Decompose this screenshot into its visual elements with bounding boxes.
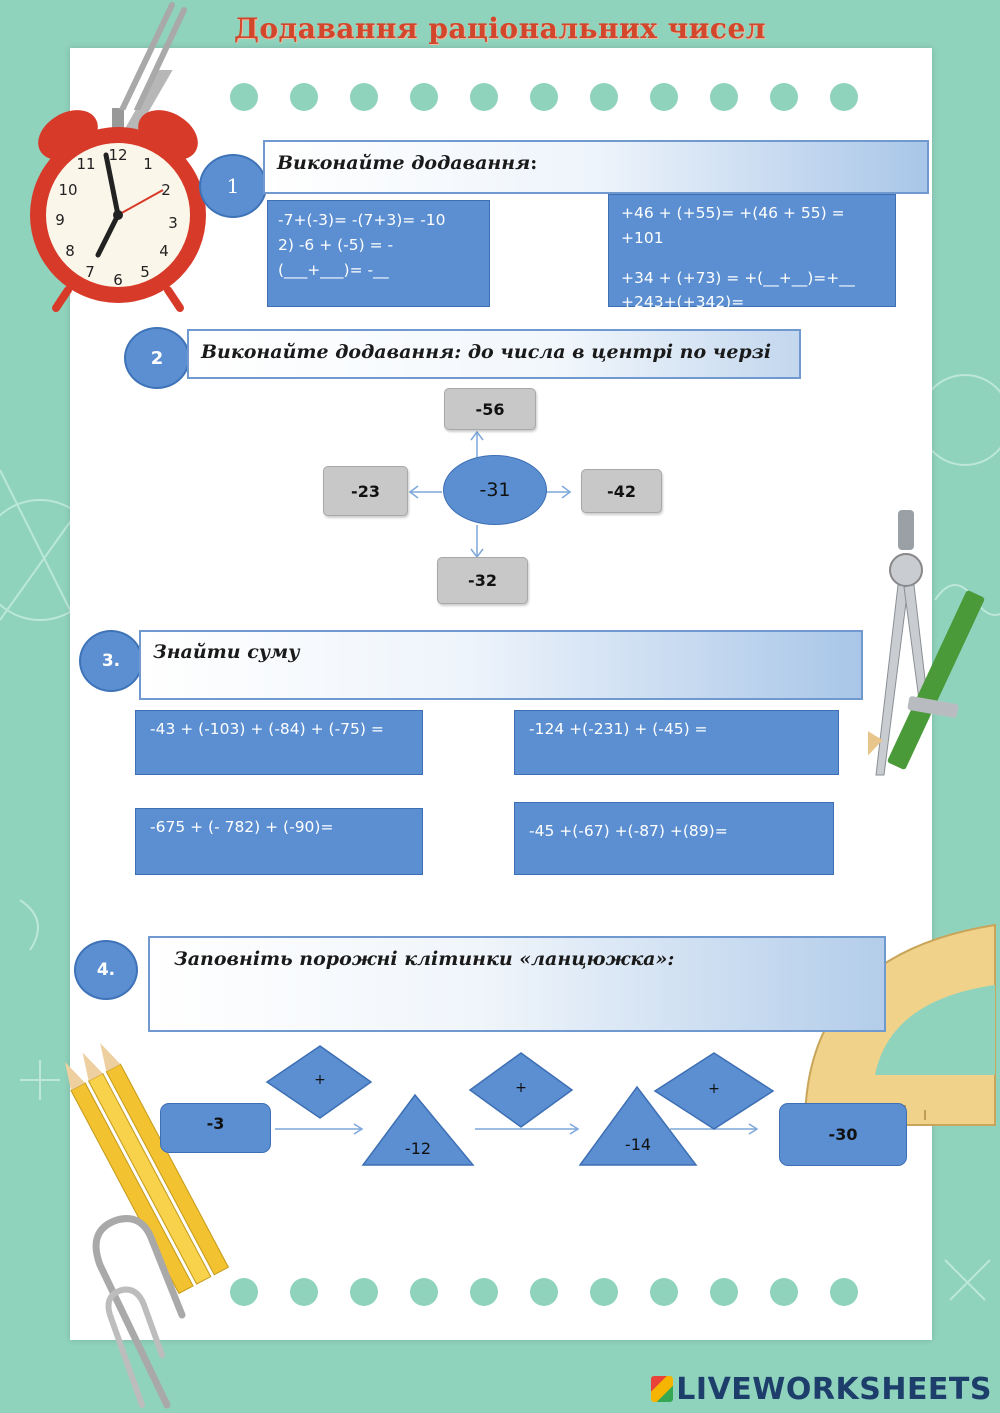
task2-number-badge: 2 <box>124 327 190 389</box>
task4-op3: + <box>708 1081 720 1097</box>
task1-right-line-1: +46 + (+55)= +(46 + 55) = +101 <box>621 204 845 247</box>
svg-text:5: 5 <box>140 263 150 281</box>
compass-icon <box>868 505 988 790</box>
task2-left-box[interactable]: -23 <box>323 466 408 516</box>
svg-text:3: 3 <box>168 214 178 232</box>
task4-end-box[interactable]: -30 <box>779 1103 907 1166</box>
svg-text:6: 6 <box>113 271 123 289</box>
svg-text:1: 1 <box>143 155 153 173</box>
task4-heading-banner <box>148 936 886 1032</box>
task1-heading-banner <box>263 140 929 194</box>
task1-left-line-3: (___+___)= -__ <box>278 261 389 280</box>
task1-right-line-2: +34 + (+73) = +(__+__)=+__ <box>621 268 855 287</box>
task3-box-3[interactable]: -675 + (- 782) + (-90)= <box>135 808 423 875</box>
task1-right-box[interactable] <box>608 194 896 312</box>
task2-top-box[interactable]: -56 <box>444 388 536 430</box>
task1-left-box[interactable] <box>267 200 490 307</box>
task4-heading: Заповніть порожні клітинки «ланцюжка»: <box>174 948 675 970</box>
task4-number-badge: 4. <box>74 940 138 1000</box>
task1-number-badge: 1 <box>199 154 267 218</box>
task4-op1: + <box>314 1072 326 1088</box>
task4-tri1-value[interactable]: -12 <box>404 1139 432 1158</box>
task3-box-4[interactable]: -45 +(-67) +(-87) +(89)= <box>514 802 834 875</box>
task1-heading: Виконайте додавання <box>277 152 531 174</box>
task1-left-line-1: -7+(-3)= -(7+3)= -10 <box>278 211 446 229</box>
task3-box-2[interactable]: -124 +(-231) + (-45) = <box>514 710 839 775</box>
svg-text:7: 7 <box>85 263 95 281</box>
task3-box-1[interactable]: -43 + (-103) + (-84) + (-75) = <box>135 710 423 775</box>
logo-mark-icon <box>651 1376 673 1402</box>
task4-tri2-value[interactable]: -14 <box>624 1135 652 1154</box>
task2-heading: Виконайте додавання: до числа в центрі по черзі <box>201 341 772 363</box>
page-title: Додавання раціональних чисел <box>233 12 767 45</box>
svg-text:2: 2 <box>161 181 171 199</box>
task4-op2: + <box>515 1080 527 1096</box>
svg-text:12: 12 <box>108 146 128 164</box>
task3-heading: Знайти суму <box>153 641 300 663</box>
svg-text:4: 4 <box>159 242 169 260</box>
task1-right-line-3: +243+(+342)= <box>621 293 745 312</box>
svg-text:11: 11 <box>76 155 96 173</box>
task1-left-line-2: 2) -6 + (-5) = - <box>278 236 394 255</box>
task2-right-box[interactable]: -42 <box>581 469 662 513</box>
task1-heading-colon: : <box>530 152 538 174</box>
logo-text: LIVEWORKSHEETS <box>676 1372 992 1407</box>
svg-text:10: 10 <box>58 181 78 199</box>
liveworksheets-logo[interactable] <box>651 1372 992 1407</box>
paperclip-bottom-icon <box>72 1205 187 1410</box>
paperclip-icon <box>112 0 192 110</box>
task2-bottom-box[interactable]: -32 <box>437 557 528 604</box>
task3-number-badge: 3. <box>79 630 143 692</box>
task2-center-oval: -31 <box>443 455 547 525</box>
task2-heading-banner <box>187 329 801 379</box>
svg-text:8: 8 <box>65 242 75 260</box>
task4-start-box: -3 <box>160 1103 271 1153</box>
task3-heading-banner <box>139 630 863 700</box>
svg-text:9: 9 <box>55 211 65 229</box>
